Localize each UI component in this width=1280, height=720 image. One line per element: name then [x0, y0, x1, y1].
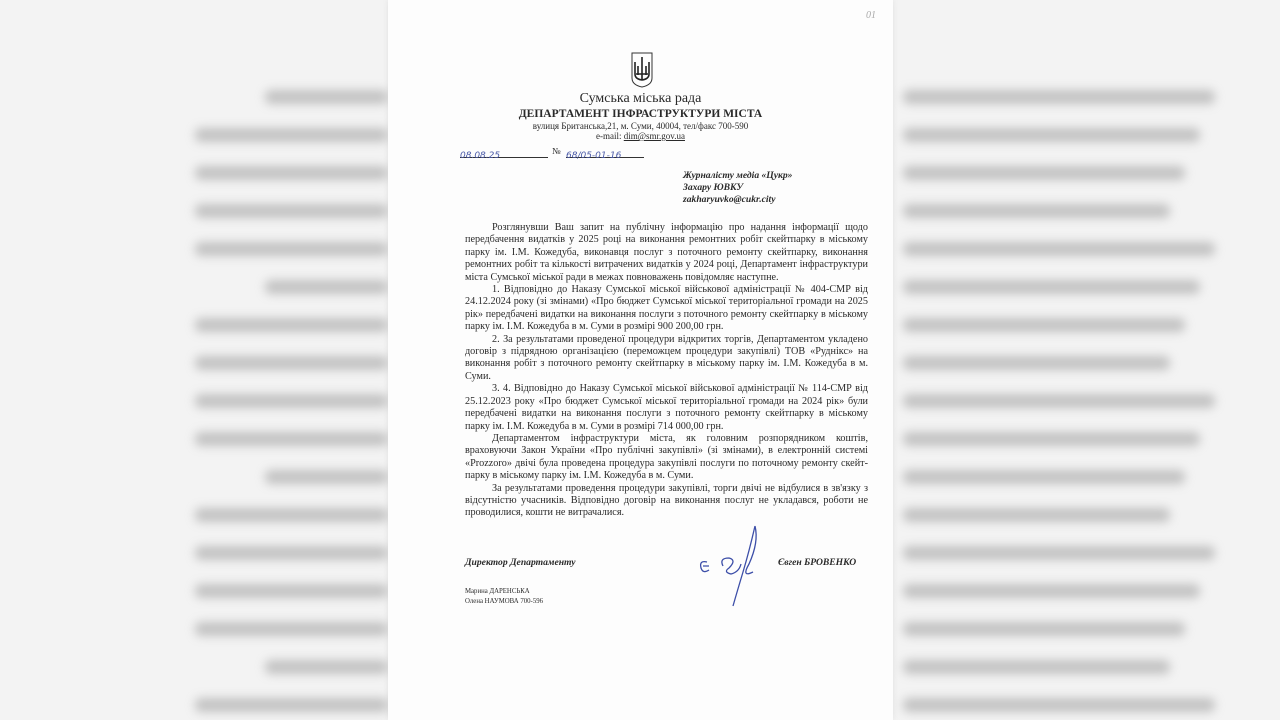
- blurred-text-bar: [265, 470, 388, 484]
- blurred-text-bar: [903, 698, 1215, 712]
- council-name: Сумська міська рада: [579, 91, 702, 106]
- number-field: [566, 145, 644, 161]
- letter-page: [388, 0, 893, 720]
- blurred-text-bar: [195, 432, 388, 446]
- paragraph-procurement: Департаментом інфраструктури міста, як головним розпорядником коштів, враховуючи Закон України «Про публічні закупівлі» (зі змінами), в електронній системі «Prozzoro» двічі була проведена процедура закупівлі послуги по поточному ремонту скейт-парку в міському парку ім. І.М. Кожедуба в м. Суми.: [465, 432, 868, 482]
- paragraph-1: 1. Відповідно до Наказу Сумської міської військової адміністрації № 404-СМР від 24.12.2024 року (зі змінами) «Про бюджет Сумської міської територіальної громади на 2025 рік» передбачені видатки на виконання послуги з поточного ремонту скейтпарку в міському парку ім. І.М. Кожедуба в м. Суми в розмірі 900 200,00 грн.: [465, 284, 868, 333]
- handwritten-number: 68/05-01-16: [566, 151, 622, 161]
- blurred-text-bar: [903, 660, 1170, 674]
- blurred-text-bar: [195, 698, 388, 712]
- blurred-text-bar: [903, 280, 1200, 294]
- email-link[interactable]: dim@smr.gov.ua: [623, 131, 685, 141]
- blurred-text-bar: [903, 470, 1185, 484]
- blurred-text-bar: [195, 546, 388, 560]
- blurred-text-bar: [903, 508, 1170, 522]
- blurred-text-bar: [265, 660, 388, 674]
- email-label: e-mail:: [596, 131, 624, 141]
- blurred-text-bar: [195, 242, 388, 256]
- paragraph-3-4: 3. 4. Відповідно до Наказу Сумської міської військової адміністрації № 114-СМР від 25.12.2023 року «Про бюджет Сумської міської територіальної громади на 2024 рік» були передбачені видатки на виконання послуги з поточного ремонту скейтпарку в міському парку ім. І.М. Кожедуба в м. Суми в розмірі 714 000,00 грн.: [465, 383, 868, 432]
- recipient-line-1: Журналісту медіа «Цукр»: [683, 170, 793, 181]
- recipient-email: zakharyuvko@cukr.city: [683, 194, 776, 205]
- blurred-text-bar: [903, 204, 1170, 218]
- letter-body: [465, 222, 868, 520]
- blurred-text-bar: [903, 242, 1215, 256]
- paragraph-intro: Розглянувши Ваш запит на публічну інформацію про надання інформації щодо передбачення видатків у 2025 році на виконання ремонтних робіт скейтпарку в міському парку ім. І.М. Кожедуба, виконавця послуг з поточного ремонту скейтпарку, виконання ремонтних робіт та кількості витрачених видатків у 2024 році, Департамент інфраструктури міста Сумської міської ради в межах повноважень повідомляє наступне.: [465, 222, 868, 283]
- blurred-text-bar: [195, 166, 388, 180]
- blurred-text-bar: [903, 128, 1200, 142]
- page-mark: 01: [866, 10, 876, 21]
- blurred-text-bar: [903, 584, 1200, 598]
- paragraph-result: За результатами проведення процедури закупівлі, торги двічі не відбулися в зв'язку з відсутністю учасників. Відповідно договір на виконання послуг не укладався, роботи не проводилися, кошти не витрачалися.: [465, 482, 868, 519]
- blurred-text-bar: [903, 546, 1215, 560]
- paragraph-2: 2. За результатами проведеної процедури відкритих торгів, Департаментом укладено договір з підрядною організацією (переможцем процедури закупівлі) ТОВ «Руднікс» на виконання робіт з поточного ремонту скейтпарку в міському парку ім. І.М. Кожедуба в м. Суми.: [465, 333, 868, 382]
- blurred-text-bar: [903, 90, 1215, 104]
- department-address: вулиця Британська,21, м. Суми, 40004, тел/факс 700-590: [532, 121, 749, 131]
- blurred-text-bar: [903, 356, 1170, 370]
- blurred-text-bar: [195, 204, 388, 218]
- signatory-title: Директор Департаменту: [465, 557, 576, 568]
- blurred-text-bar: [265, 90, 388, 104]
- department-name: ДЕПАРТАМЕНТ ІНФРАСТРУКТУРИ МІСТА: [518, 108, 763, 120]
- date-field: [460, 145, 548, 161]
- blurred-text-bar: [195, 622, 388, 636]
- handwritten-signature: [693, 522, 773, 608]
- blurred-text-bar: [265, 280, 388, 294]
- coat-of-arms-icon: [631, 52, 653, 88]
- executor-2: Олена НАУМОВА 700-596: [465, 598, 544, 605]
- executor-1: Марина ДАРЕНСЬКА: [465, 588, 530, 595]
- number-sign: №: [552, 146, 561, 156]
- signatory-name: Євген БРОВЕНКО: [778, 557, 857, 568]
- blurred-text-bar: [903, 394, 1215, 408]
- blurred-text-bar: [195, 394, 388, 408]
- department-email-line: [388, 131, 893, 141]
- blurred-text-bar: [195, 508, 388, 522]
- blurred-text-bar: [195, 584, 388, 598]
- blurred-text-bar: [195, 128, 388, 142]
- blurred-text-bar: [903, 166, 1185, 180]
- blurred-text-bar: [195, 356, 388, 370]
- executors: [465, 587, 543, 607]
- recipient-line-2: Захару ЮВКУ: [683, 182, 744, 193]
- blurred-text-bar: [195, 318, 388, 332]
- blurred-text-bar: [903, 432, 1200, 446]
- blurred-text-bar: [903, 318, 1185, 332]
- handwritten-date: 08.08.25: [460, 151, 501, 161]
- blurred-text-bar: [903, 622, 1185, 636]
